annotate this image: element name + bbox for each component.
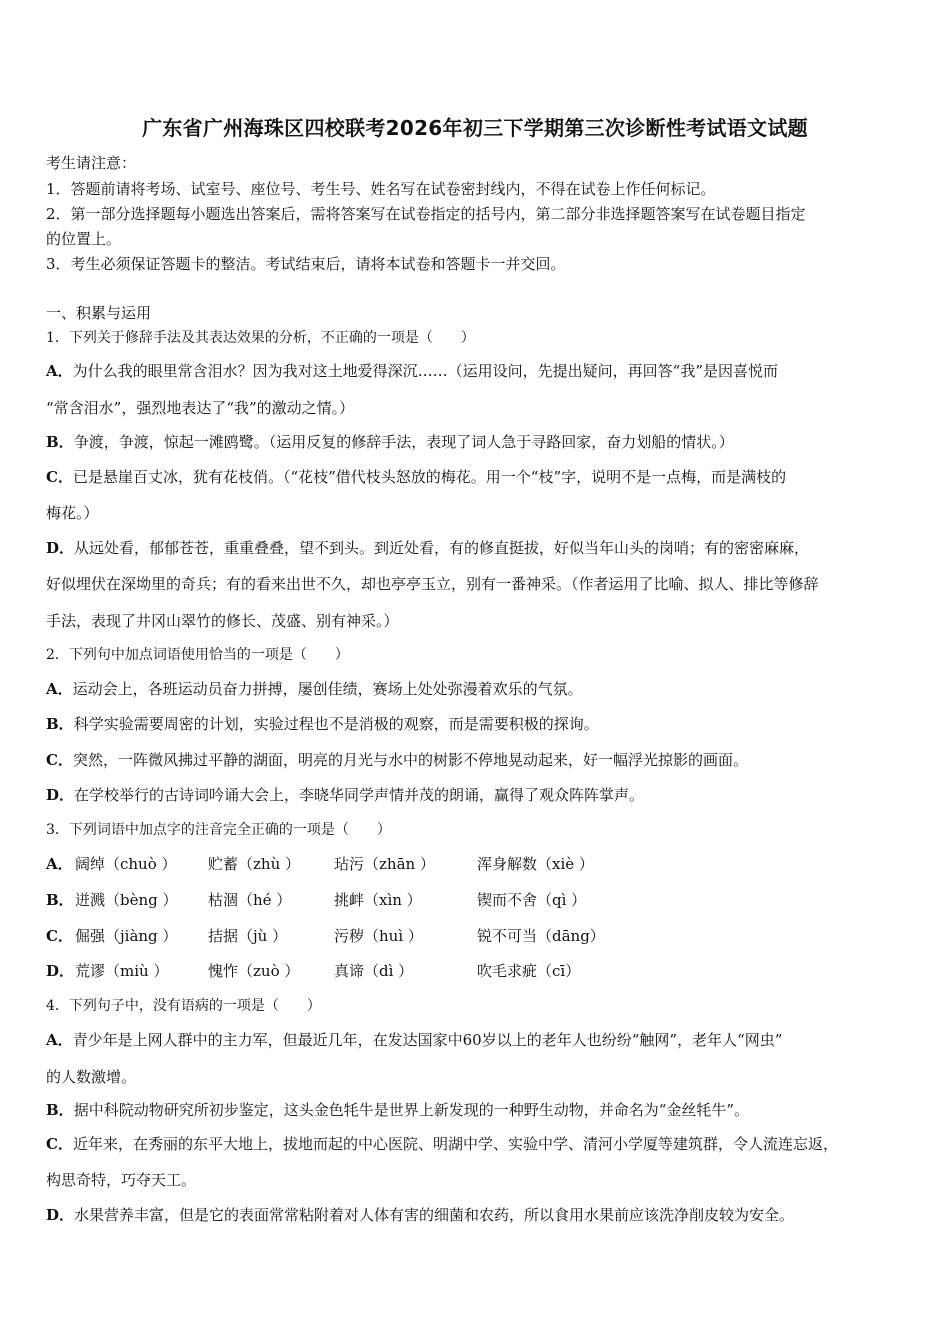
option-word: 倔强（jiàng ） <box>75 927 178 945</box>
option-label: A． <box>46 362 73 380</box>
notice-heading: 考生请注意： <box>46 154 137 172</box>
option-word: 锐不可当（dāng） <box>477 927 605 945</box>
q1-option-a-cont: “常含泪水”，强烈地表达了“我”的激动之情。） <box>46 399 355 417</box>
q4-option-c-cont: 构思奇特，巧夺天工。 <box>46 1171 197 1189</box>
q4-option-b <box>46 1099 749 1120</box>
notice-item: 2．第一部分选择题每小题选出答案后，需将答案写在试卷指定的括号内，第二部分非选择题答案写在试卷题目指定 <box>46 205 806 223</box>
option-word: 吹毛求疵（cī） <box>477 962 581 980</box>
option-label: B． <box>46 1101 74 1119</box>
option-label: D． <box>46 1206 75 1224</box>
q1-option-b <box>46 431 734 452</box>
q1-option-d-cont: 手法，表现了井冈山翠竹的修长、茂盛、别有神采。） <box>46 612 399 630</box>
exam-title: 广东省广州海珠区四校联考2026年初三下学期第三次诊断性考试语文试题 <box>142 116 808 140</box>
option-label: A． <box>46 1031 73 1049</box>
option-text: 青少年是上网人群中的主力军，但最近几年，在发达国家中60岁以上的老年人也纷纷“触网”，老年人“网虫” <box>72 1031 783 1049</box>
section-heading: 一、积累与运用 <box>46 304 152 322</box>
option-label: B． <box>46 433 74 451</box>
option-label: C． <box>46 751 73 769</box>
option-text: 为什么我的眼里常含泪水？因为我对这土地爱得深沉……（运用设问，先提出疑问，再回答“我”是因喜悦而 <box>72 362 778 380</box>
option-label: C． <box>46 468 73 486</box>
option-word: 阔绰（chuò ） <box>75 855 177 873</box>
option-text: 突然，一阵微风拂过平静的湖面，明亮的月光与水中的树影不停地晃动起来，好一幅浮光掠影的画面。 <box>72 751 748 769</box>
q1-option-c-cont: 梅花。） <box>46 504 99 522</box>
option-label: D． <box>46 962 75 980</box>
option-label: D． <box>46 539 75 557</box>
option-text: 运动会上，各班运动员奋力拼搏，屡创佳绩，赛场上处处弥漫着欢乐的气氛。 <box>72 680 583 698</box>
option-label: B． <box>46 715 74 733</box>
q2-stem: 2．下列句中加点词语使用恰当的一项是（ ） <box>46 647 349 663</box>
q4-option-c <box>46 1133 838 1154</box>
option-text: 从远处看，郁郁苍苍，重重叠叠，望不到头。到近处看，有的修直挺拔，好似当年山头的岗哨；有的密密麻麻， <box>74 539 810 557</box>
option-word: 愧怍（zuò ） <box>208 962 300 980</box>
option-word: 贮蓄（zhù ） <box>208 855 300 873</box>
q1-option-c <box>46 466 786 487</box>
q1-option-d <box>46 537 809 558</box>
option-word: 枯涸（hé ） <box>208 891 292 909</box>
option-text: 水果营养丰富，但是它的表面常常粘附着对人体有害的细菌和农药，所以食用水果前应该洗净削皮较为安全。 <box>74 1206 795 1224</box>
option-text: 科学实验需要周密的计划，实验过程也不是消极的观察，而是需要积极的探询。 <box>73 715 599 733</box>
q1-option-a <box>46 360 778 381</box>
option-text: 在学校举行的古诗词吟诵大会上，李晓华同学声情并茂的朗诵，赢得了观众阵阵掌声。 <box>74 786 645 804</box>
q1-stem: 1．下列关于修辞手法及其表达效果的分析，不正确的一项是（ ） <box>46 330 475 346</box>
notice-item: 1．答题前请将考场、试室号、座位号、考生号、姓名写在试卷密封线内，不得在试卷上作任何标记。 <box>46 180 716 198</box>
option-word: 荒谬（miù ） <box>75 962 169 980</box>
option-word: 拮据（jù ） <box>208 927 288 945</box>
option-word: 挑衅（xìn ） <box>334 891 422 909</box>
option-word: 浑身解数（xiè ） <box>477 855 594 873</box>
q2-option-d <box>46 784 644 805</box>
option-label: D． <box>46 786 75 804</box>
option-word: 迸溅（bèng ） <box>75 891 178 909</box>
q4-stem: 4．下列句子中，没有语病的一项是（ ） <box>46 998 321 1014</box>
notice-item: 的位置上。 <box>46 230 122 248</box>
option-text: 据中科院动物研究所初步鉴定，这头金色牦牛是世界上新发现的一种野生动物，并命名为“金丝牦牛”。 <box>73 1101 750 1119</box>
q1-option-d-cont: 好似埋伏在深坳里的奇兵；有的看来出世不久，却也亭亭玉立，别有一番神采。（作者运用了比喻、拟人、排比等修辞 <box>46 575 819 593</box>
option-text: 近年来，在秀丽的东平大地上，拔地而起的中心医院、明湖中学、实验中学、清河小学厦等建筑群，令人流连忘返， <box>72 1135 838 1153</box>
notice-item: 3．考生必须保证答题卡的整洁。考试结束后，请将本试卷和答题卡一并交回。 <box>46 255 566 273</box>
option-label: B． <box>46 891 74 909</box>
q4-option-a <box>46 1029 782 1050</box>
option-word: 真谛（dì ） <box>334 962 414 980</box>
option-label: C． <box>46 1135 73 1153</box>
q4-option-a-cont: 的人数激增。 <box>46 1068 137 1086</box>
option-word: 锲而不舍（qì ） <box>477 891 587 909</box>
option-text: 已是悬崖百丈冰，犹有花枝俏。（“花枝”借代枝头怒放的梅花。用一个“枝”字，说明不是一点梅，而是满枝的 <box>72 468 787 486</box>
q2-option-c <box>46 749 748 770</box>
option-label: C． <box>46 927 73 945</box>
option-word: 污秽（huì ） <box>334 927 423 945</box>
option-text: 争渡，争渡，惊起一滩鸥鹭。（运用反复的修辞手法，表现了词人急于寻路回家，奋力划船的情状。） <box>73 433 734 451</box>
option-label: A． <box>46 680 73 698</box>
option-label: A． <box>46 855 73 873</box>
q2-option-b <box>46 713 599 734</box>
q2-option-a <box>46 678 583 699</box>
option-word: 玷污（zhān ） <box>334 855 435 873</box>
q3-stem: 3．下列词语中加点字的注音完全正确的一项是（ ） <box>46 822 391 838</box>
q4-option-d <box>46 1204 794 1225</box>
